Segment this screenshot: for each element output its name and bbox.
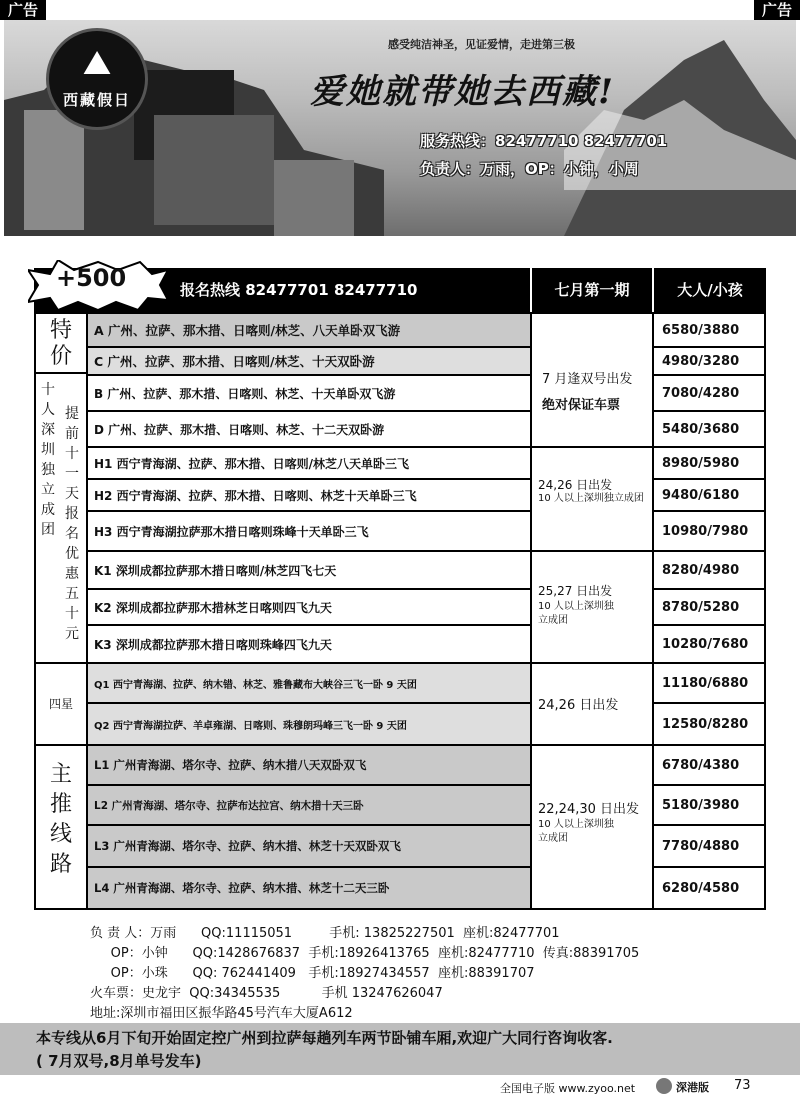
date-l-line2: 10 人以上深圳独立成团 bbox=[538, 819, 614, 844]
category-special: 特价 bbox=[35, 313, 87, 373]
price-C: 4980/3280 bbox=[653, 347, 765, 375]
price-L1: 6780/4380 bbox=[653, 745, 765, 785]
price-K3: 10280/7680 bbox=[653, 625, 765, 663]
notice-line1: 本专线从6月下旬开始固定控广州到拉萨每趟列车两节卧铺车厢,欢迎广大同行咨询收客. bbox=[36, 1029, 613, 1047]
route-row-L4[interactable]: L4 广州青海湖、塔尔寺、拉萨、纳木措、林芝十二天三卧 bbox=[87, 867, 531, 909]
route-row-Q2[interactable]: Q2 西宁青海湖拉萨、羊卓雍湖、日喀则、珠穆朗玛峰三飞一卧 9 天团 bbox=[87, 703, 531, 745]
brand-logo bbox=[46, 28, 148, 130]
globe-icon bbox=[656, 1078, 672, 1094]
page-number: 73 bbox=[734, 1078, 751, 1093]
route-table bbox=[34, 312, 766, 910]
price-H3: 10980/7980 bbox=[653, 511, 765, 551]
route-row-K1[interactable]: K1 深圳成都拉萨那木措日喀则/林芝四飞七天 bbox=[87, 551, 531, 589]
date-cell-q bbox=[531, 663, 653, 745]
route-row-C[interactable]: C 广州、拉萨、那木措、日喀则/林芝、十天双卧游 bbox=[87, 347, 531, 375]
date-h-line2: 10 人以上深圳独立成团 bbox=[538, 493, 644, 504]
logo-text: 西藏假日 bbox=[62, 91, 131, 109]
service-hotline: 服务热线：82477710 82477701 bbox=[420, 132, 668, 150]
price-H2: 9480/6180 bbox=[653, 479, 765, 511]
price-K1: 8280/4980 bbox=[653, 551, 765, 589]
date-k-line2: 10 人以上深圳独立成团 bbox=[538, 601, 614, 626]
date-ac-line2: 绝对保证车票 bbox=[542, 398, 621, 413]
date-ac-line1: 7 月逢双号出发 bbox=[542, 372, 633, 387]
date-cell-ac bbox=[531, 313, 653, 447]
group-note-b: 提前十一天报名优惠五十元 bbox=[65, 406, 79, 642]
signup-hotline: 报名热线 82477701 82477710 bbox=[180, 281, 418, 299]
price-L3: 7780/4880 bbox=[653, 825, 765, 867]
category-main: 主推线路 bbox=[35, 745, 87, 909]
date-cell-k bbox=[531, 551, 653, 663]
mountain-icon: ⛰ bbox=[82, 43, 112, 83]
route-row-H1[interactable]: H1 西宁青海湖、拉萨、那木措、日喀则/林芝八天单卧三飞 bbox=[87, 447, 531, 479]
price-B: 7080/4280 bbox=[653, 375, 765, 411]
edition-region: 深港版 bbox=[676, 1081, 709, 1094]
price-Q2: 12580/8280 bbox=[653, 703, 765, 745]
price-Q1: 11180/6880 bbox=[653, 663, 765, 703]
contact-address: 地址:深圳市福田区振华路45号汽车大厦A612 bbox=[90, 1006, 353, 1021]
edition-url: 全国电子版 www.zyoo.net bbox=[500, 1082, 636, 1095]
bonus-amount: +500 bbox=[56, 264, 127, 292]
col-period-header: 七月第一期 bbox=[554, 281, 630, 299]
route-row-H2[interactable]: H2 西宁青海湖、拉萨、那木措、日喀则、林芝十天单卧三飞 bbox=[87, 479, 531, 511]
route-row-K3[interactable]: K3 深圳成都拉萨那木措日喀则珠峰四飞九天 bbox=[87, 625, 531, 663]
date-h-line1: 24,26 日出发 bbox=[538, 478, 613, 492]
date-k-line1: 25,27 日出发 bbox=[538, 584, 613, 598]
category-group-note bbox=[35, 373, 87, 663]
notice-line2: ( 7月双号,8月单号发车) bbox=[36, 1052, 202, 1070]
date-q-line1: 24,26 日出发 bbox=[538, 698, 619, 713]
group-note-a: 十人深圳独立成团 bbox=[41, 382, 55, 538]
date-cell-h bbox=[531, 447, 653, 551]
category-four-star: 四星 bbox=[35, 663, 87, 745]
route-row-D[interactable]: D 广州、拉萨、那木措、日喀则、林芝、十二天双卧游 bbox=[87, 411, 531, 447]
ad-label-left: 广告 bbox=[0, 0, 46, 20]
price-K2: 8780/5280 bbox=[653, 589, 765, 625]
slogan-small: 感受纯洁神圣，见证爱情，走进第三极 bbox=[388, 38, 575, 51]
slogan-main: 爱她就带她去西藏! bbox=[310, 72, 615, 112]
contact-manager: 负 责 人：万雨 QQ:11115051 手机: 13825227501 座机:82477701 bbox=[90, 926, 560, 941]
col-price-header: 大人/小孩 bbox=[677, 281, 743, 299]
contact-op2: OP：小珠 QQ: 762441409 手机:18927434557 座机:88391707 bbox=[90, 966, 535, 981]
price-D: 5480/3680 bbox=[653, 411, 765, 447]
manager-line: 负责人：万雨，OP：小钟，小周 bbox=[420, 160, 639, 178]
date-cell-l bbox=[531, 745, 653, 909]
route-row-L2[interactable]: L2 广州青海湖、塔尔寺、拉萨布达拉宫、纳木措十天三卧 bbox=[87, 785, 531, 825]
contact-op1: OP：小钟 QQ:1428676837 手机:18926413765 座机:82477710 传真:88391705 bbox=[90, 946, 640, 961]
price-H1: 8980/5980 bbox=[653, 447, 765, 479]
route-row-A[interactable]: A 广州、拉萨、那木措、日喀则/林芝、八天单卧双飞游 bbox=[87, 313, 531, 347]
contact-train: 火车票：史龙宇 QQ:34345535 手机 13247626047 bbox=[90, 986, 443, 1001]
ad-label-right: 广告 bbox=[754, 0, 800, 20]
route-row-K2[interactable]: K2 深圳成都拉萨那木措林芝日喀则四飞九天 bbox=[87, 589, 531, 625]
route-row-Q1[interactable]: Q1 西宁青海湖、拉萨、纳木错、林芝、雅鲁藏布大峡谷三飞一卧 9 天团 bbox=[87, 663, 531, 703]
route-row-H3[interactable]: H3 西宁青海湖拉萨那木措日喀则珠峰十天单卧三飞 bbox=[87, 511, 531, 551]
price-A: 6580/3880 bbox=[653, 313, 765, 347]
price-L4: 6280/4580 bbox=[653, 867, 765, 909]
price-L2: 5180/3980 bbox=[653, 785, 765, 825]
date-l-line1: 22,24,30 日出发 bbox=[538, 802, 640, 817]
route-row-L3[interactable]: L3 广州青海湖、塔尔寺、拉萨、纳木措、林芝十天双卧双飞 bbox=[87, 825, 531, 867]
route-row-B[interactable]: B 广州、拉萨、那木措、日喀则、林芝、十天单卧双飞游 bbox=[87, 375, 531, 411]
route-row-L1[interactable]: L1 广州青海湖、塔尔寺、拉萨、纳木措八天双卧双飞 bbox=[87, 745, 531, 785]
